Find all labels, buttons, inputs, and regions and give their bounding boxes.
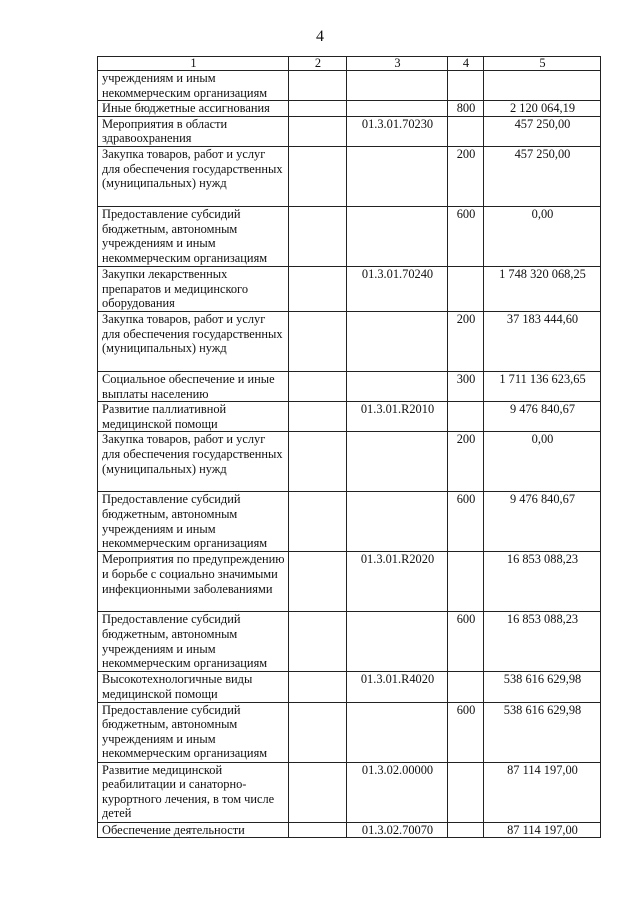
table-row bbox=[98, 371, 601, 401]
row-expense-type-cell: 300 bbox=[448, 371, 484, 401]
table-body bbox=[98, 71, 601, 838]
row-expense-type-cell bbox=[448, 71, 484, 101]
row-amount-cell: 16 853 088,23 bbox=[484, 552, 601, 612]
row-name-cell: Предоставление субсидий бюджетным, автономным учреждениям и иным некоммерческим организациям bbox=[98, 492, 289, 552]
row-code-cell bbox=[347, 492, 448, 552]
row-section-cell bbox=[289, 266, 347, 311]
table-row bbox=[98, 101, 601, 117]
row-amount-cell bbox=[484, 71, 601, 101]
row-name-cell: Предоставление субсидий бюджетным, автономным учреждениям и иным некоммерческим организациям bbox=[98, 612, 289, 672]
row-code-cell bbox=[347, 612, 448, 672]
row-name-cell: Мероприятия в области здравоохранения bbox=[98, 116, 289, 146]
row-section-cell bbox=[289, 432, 347, 492]
row-amount-cell: 87 114 197,00 bbox=[484, 822, 601, 838]
row-expense-type-cell: 600 bbox=[448, 492, 484, 552]
row-code-cell bbox=[347, 101, 448, 117]
header-col-5: 5 bbox=[484, 57, 601, 71]
row-expense-type-cell bbox=[448, 402, 484, 432]
row-amount-cell: 2 120 064,19 bbox=[484, 101, 601, 117]
row-name-cell: Закупка товаров, работ и услуг для обеспечения государственных (муниципальных) нужд bbox=[98, 432, 289, 492]
row-code-cell bbox=[347, 71, 448, 101]
row-section-cell bbox=[289, 822, 347, 838]
row-code-cell: 01.3.01.R4020 bbox=[347, 672, 448, 702]
row-expense-type-cell: 200 bbox=[448, 311, 484, 371]
row-amount-cell: 1 711 136 623,65 bbox=[484, 371, 601, 401]
row-code-cell bbox=[347, 432, 448, 492]
row-section-cell bbox=[289, 206, 347, 266]
row-section-cell bbox=[289, 311, 347, 371]
row-name-cell: учреждениям и иным некоммерческим организациям bbox=[98, 71, 289, 101]
row-expense-type-cell: 800 bbox=[448, 101, 484, 117]
row-code-cell: 01.3.01.R2020 bbox=[347, 552, 448, 612]
row-expense-type-cell bbox=[448, 822, 484, 838]
row-name-cell: Иные бюджетные ассигнования bbox=[98, 101, 289, 117]
row-name-cell: Закупка товаров, работ и услуг для обеспечения государственных (муниципальных) нужд bbox=[98, 311, 289, 371]
table-row bbox=[98, 552, 601, 612]
row-section-cell bbox=[289, 672, 347, 702]
table-row bbox=[98, 762, 601, 822]
budget-table bbox=[97, 56, 601, 838]
row-expense-type-cell: 600 bbox=[448, 612, 484, 672]
header-col-2: 2 bbox=[289, 57, 347, 71]
row-section-cell bbox=[289, 371, 347, 401]
row-name-cell: Предоставление субсидий бюджетным, автономным учреждениям и иным некоммерческим организациям bbox=[98, 702, 289, 762]
header-col-3: 3 bbox=[347, 57, 448, 71]
row-amount-cell: 16 853 088,23 bbox=[484, 612, 601, 672]
row-section-cell bbox=[289, 402, 347, 432]
row-section-cell bbox=[289, 116, 347, 146]
header-row bbox=[98, 57, 601, 71]
row-section-cell bbox=[289, 612, 347, 672]
row-code-cell bbox=[347, 311, 448, 371]
row-amount-cell: 87 114 197,00 bbox=[484, 762, 601, 822]
page-number: 4 bbox=[316, 28, 324, 45]
row-code-cell: 01.3.01.70230 bbox=[347, 116, 448, 146]
table-row bbox=[98, 266, 601, 311]
table-row bbox=[98, 116, 601, 146]
row-name-cell: Предоставление субсидий бюджетным, автономным учреждениям и иным некоммерческим организациям bbox=[98, 206, 289, 266]
row-section-cell bbox=[289, 101, 347, 117]
row-expense-type-cell bbox=[448, 266, 484, 311]
row-code-cell: 01.3.02.00000 bbox=[347, 762, 448, 822]
table-row bbox=[98, 311, 601, 371]
table-row bbox=[98, 612, 601, 672]
row-code-cell bbox=[347, 206, 448, 266]
row-name-cell: Мероприятия по предупреждению и борьбе с социально значимыми инфекционными заболеваниями bbox=[98, 552, 289, 612]
row-code-cell bbox=[347, 371, 448, 401]
row-section-cell bbox=[289, 146, 347, 206]
row-amount-cell: 538 616 629,98 bbox=[484, 702, 601, 762]
row-amount-cell: 0,00 bbox=[484, 432, 601, 492]
row-amount-cell: 457 250,00 bbox=[484, 146, 601, 206]
header-col-4: 4 bbox=[448, 57, 484, 71]
row-code-cell bbox=[347, 146, 448, 206]
row-expense-type-cell bbox=[448, 552, 484, 612]
row-code-cell: 01.3.01.70240 bbox=[347, 266, 448, 311]
row-expense-type-cell: 600 bbox=[448, 702, 484, 762]
row-expense-type-cell bbox=[448, 116, 484, 146]
row-amount-cell: 0,00 bbox=[484, 206, 601, 266]
table-row bbox=[98, 492, 601, 552]
row-amount-cell: 457 250,00 bbox=[484, 116, 601, 146]
row-name-cell: Развитие медицинской реабилитации и санаторно-курортного лечения, в том числе детей bbox=[98, 762, 289, 822]
row-name-cell: Развитие паллиативной медицинской помощи bbox=[98, 402, 289, 432]
row-expense-type-cell: 200 bbox=[448, 432, 484, 492]
table-row bbox=[98, 822, 601, 838]
row-section-cell bbox=[289, 762, 347, 822]
row-amount-cell: 37 183 444,60 bbox=[484, 311, 601, 371]
table-row bbox=[98, 71, 601, 101]
row-amount-cell: 538 616 629,98 bbox=[484, 672, 601, 702]
row-name-cell: Обеспечение деятельности bbox=[98, 822, 289, 838]
row-amount-cell: 9 476 840,67 bbox=[484, 402, 601, 432]
row-expense-type-cell bbox=[448, 672, 484, 702]
table-row bbox=[98, 402, 601, 432]
row-section-cell bbox=[289, 552, 347, 612]
table-row bbox=[98, 702, 601, 762]
row-section-cell bbox=[289, 492, 347, 552]
row-code-cell: 01.3.02.70070 bbox=[347, 822, 448, 838]
row-expense-type-cell: 600 bbox=[448, 206, 484, 266]
row-amount-cell: 9 476 840,67 bbox=[484, 492, 601, 552]
row-amount-cell: 1 748 320 068,25 bbox=[484, 266, 601, 311]
table-row bbox=[98, 146, 601, 206]
row-section-cell bbox=[289, 702, 347, 762]
row-code-cell bbox=[347, 702, 448, 762]
row-section-cell bbox=[289, 71, 347, 101]
row-expense-type-cell: 200 bbox=[448, 146, 484, 206]
row-name-cell: Высокотехнологичные виды медицинской помощи bbox=[98, 672, 289, 702]
table-row bbox=[98, 672, 601, 702]
row-name-cell: Социальное обеспечение и иные выплаты населению bbox=[98, 371, 289, 401]
header-col-1: 1 bbox=[98, 57, 289, 71]
row-name-cell: Закупки лекарственных препаратов и медицинского оборудования bbox=[98, 266, 289, 311]
row-code-cell: 01.3.01.R2010 bbox=[347, 402, 448, 432]
table-row bbox=[98, 432, 601, 492]
row-name-cell: Закупка товаров, работ и услуг для обеспечения государственных (муниципальных) нужд bbox=[98, 146, 289, 206]
row-expense-type-cell bbox=[448, 762, 484, 822]
table-row bbox=[98, 206, 601, 266]
